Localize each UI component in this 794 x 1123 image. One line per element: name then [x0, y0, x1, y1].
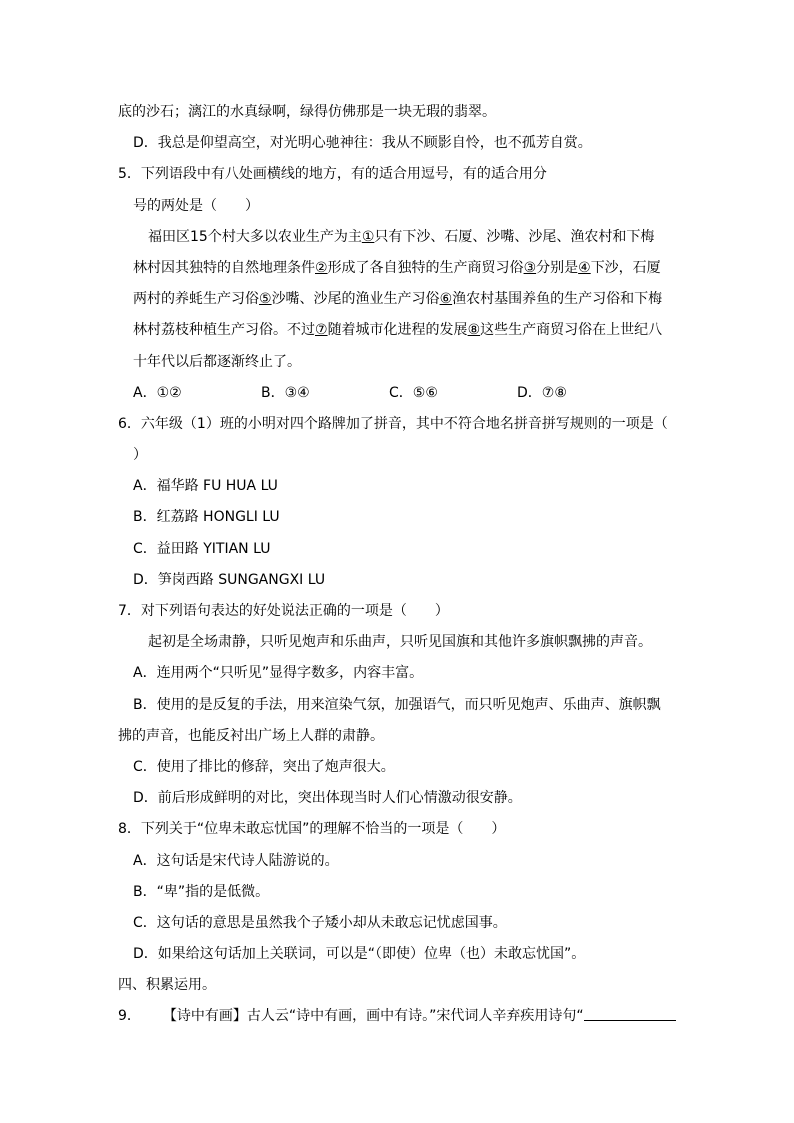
option-b-cont: 拂的声音，也能反衬出广场上人群的肃静。	[118, 727, 384, 744]
option-a: A．①②	[133, 384, 182, 401]
question-5-stem-cont: 号的两处是（ ）	[133, 197, 259, 214]
passage-text: 这些生产商贸习俗在上世纪八	[480, 322, 663, 339]
passage-text: 下沙，石厦	[590, 259, 661, 276]
question-9	[118, 1001, 678, 1032]
option-d: D．笋岗西路 SUNGANGXI LU	[133, 571, 326, 588]
passage-text: 林村因其独特的自然地理条件	[133, 259, 315, 276]
text-line: 底的沙石；漓江的水真绿啊，绿得仿佛那是一块无瑕的翡翠。	[118, 104, 496, 120]
option-b: B．使用的是反复的手法，用来渲染气氛，加强语气，而只听见炮声、乐曲声、旗帜飘	[133, 696, 661, 713]
blank-marker: ⑤	[259, 291, 272, 308]
passage-text: 形成了各自独特的生产商贸习俗	[327, 259, 524, 276]
question-6-stem: 6．六年级（1）班的小明对四个路牌加了拼音，其中不符合地名拼音拼写规则的一项是（	[118, 415, 668, 432]
question-7-stem: 7．对下列语句表达的好处说法正确的一项是（ ）	[118, 603, 449, 619]
option-d: D．如果给这句话加上关联词，可以是“（即使）位卑（也）未敢忘忧国”。	[133, 946, 586, 963]
option-c: C．⑤⑥	[389, 384, 438, 401]
passage-text: 两村的养蚝生产习俗	[133, 291, 259, 308]
passage-line	[118, 315, 678, 346]
option-d: D．⑦⑧	[517, 384, 567, 401]
passage-text: 分别是	[536, 259, 579, 276]
question-8-stem: 8．下列关于“位卑未敢忘忧国”的理解不恰当的一项是（ ）	[118, 821, 506, 838]
question-number: 9．	[118, 1008, 141, 1025]
passage-text: 渔农村基围养鱼的生产习俗和下梅	[452, 291, 663, 308]
question-6-stem-cont: ）	[133, 447, 147, 464]
option-c: C．这句话的意思是虽然我个子矮小却从未敢忘记忧虑国事。	[133, 914, 507, 931]
answer-blank[interactable]	[584, 1006, 676, 1021]
option-b: B．“卑”指的是低微。	[133, 883, 270, 900]
option-a: A．连用两个“只听见”显得字数多，内容丰富。	[133, 665, 424, 682]
passage-text: 福田区15个村大多以农业生产为主	[148, 228, 362, 245]
blank-marker: ⑧	[467, 322, 481, 339]
passage-line	[118, 253, 678, 284]
passage-line	[118, 222, 678, 253]
option-c: C．益田路 YITIAN LU	[133, 540, 271, 557]
question-5-options	[118, 378, 678, 409]
question-9-text: 【诗中有画】古人云“诗中有画，画中有诗。”宋代词人辛弃疾用诗句“	[162, 1008, 584, 1025]
blank-marker: ⑥	[439, 291, 453, 308]
blank-marker: ③	[523, 259, 537, 276]
passage-text: 随着城市化进程的发展	[327, 322, 468, 339]
option-d: D．我总是仰望高空，对光明心驰神往：我从不顾影自怜，也不孤芳自赏。	[133, 135, 592, 152]
passage-text: 十年代以后都逐渐终止了。	[133, 353, 301, 370]
blank-marker: ④	[578, 259, 591, 276]
section-heading: 四、积累运用。	[118, 977, 216, 994]
blank-marker: ①	[361, 228, 375, 245]
blank-marker: ⑦	[315, 322, 328, 339]
passage-line	[118, 284, 678, 315]
option-d: D．前后形成鲜明的对比，突出体现当时人们心情激动很安静。	[133, 790, 522, 807]
question-7-quote: 起初是全场肃静，只听见炮声和乐曲声，只听见国旗和其他许多旗帜飘拂的声音。	[148, 634, 652, 651]
option-a: A．福华路 FU HUA LU	[133, 478, 278, 495]
question-5-stem: 5．下列语段中有八处画横线的地方，有的适合用逗号，有的适合用分	[118, 166, 547, 183]
passage-text: 沙嘴、沙尾的渔业生产习俗	[271, 291, 440, 308]
option-b: B．③④	[261, 384, 310, 401]
passage-text: 只有下沙、石厦、沙嘴、沙尾、渔农村和下梅	[374, 228, 655, 245]
option-a: A．这句话是宋代诗人陆游说的。	[133, 852, 339, 869]
option-c: C．使用了排比的修辞，突出了炮声很大。	[133, 758, 395, 775]
blank-marker: ②	[315, 259, 328, 276]
option-b: B．红荔路 HONGLI LU	[133, 509, 280, 526]
passage-text: 林村荔枝种植生产习俗。不过	[133, 322, 315, 339]
document-page	[118, 97, 678, 1033]
passage-line	[118, 347, 678, 378]
